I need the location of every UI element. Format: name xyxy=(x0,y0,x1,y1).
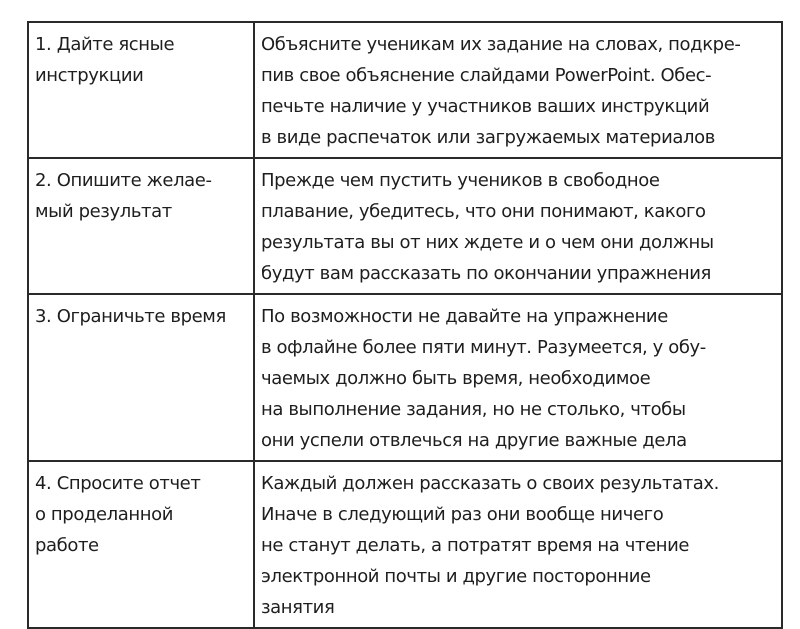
description-text: не станут делать, а потратят время на чтение xyxy=(261,535,690,556)
step-text: инструкции xyxy=(35,65,144,86)
description-text: Иначе в следующий раз они вообще ничего xyxy=(261,504,664,525)
description-text: на выполнение задания, но не столько, чтобы xyxy=(261,399,686,420)
table-row xyxy=(28,158,782,294)
description-text: будут вам рассказать по окончании упражнения xyxy=(261,263,711,284)
step-text: 2. Опишите желае- xyxy=(35,170,212,191)
step-text: мый результат xyxy=(35,201,172,222)
description-text: чаемых должно быть время, необходимое xyxy=(261,368,651,389)
description-text: результата вы от них ждете и о чем они должны xyxy=(261,232,714,253)
description-cell xyxy=(254,294,782,461)
table-row xyxy=(28,461,782,628)
description-text: По возможности не давайте на упражнение xyxy=(261,306,668,327)
description-cell xyxy=(254,158,782,294)
step-cell xyxy=(28,158,254,294)
step-text: о проделанной xyxy=(35,504,174,525)
table-row xyxy=(28,22,782,158)
description-text: они успели отвлечься на другие важные дела xyxy=(261,430,687,451)
description-text: печьте наличие у участников ваших инструкций xyxy=(261,96,710,117)
step-cell xyxy=(28,22,254,158)
description-text: Объясните ученикам их задание на словах, подкре- xyxy=(261,34,741,55)
step-text: 3. Ограничьте время xyxy=(35,306,226,327)
step-text: работе xyxy=(35,535,99,556)
step-text: 4. Спросите отчет xyxy=(35,473,201,494)
description-text: пив свое объяснение слайдами PowerPoint. Обес- xyxy=(261,65,712,86)
description-text: Прежде чем пустить учеников в свободное xyxy=(261,170,660,191)
description-text: в офлайне более пяти минут. Разумеется, у обу- xyxy=(261,337,706,358)
step-text: 1. Дайте ясные xyxy=(35,34,175,55)
step-cell xyxy=(28,294,254,461)
description-text: электронной почты и другие посторонние xyxy=(261,566,651,587)
description-text: плавание, убедитесь, что они понимают, какого xyxy=(261,201,706,222)
step-cell xyxy=(28,461,254,628)
table-row xyxy=(28,294,782,461)
instructions-table xyxy=(27,21,783,629)
description-cell xyxy=(254,22,782,158)
description-cell xyxy=(254,461,782,628)
description-text: занятия xyxy=(261,597,335,618)
description-text: в виде распечаток или загружаемых материалов xyxy=(261,127,715,148)
description-text: Каждый должен рассказать о своих результатах. xyxy=(261,473,719,494)
